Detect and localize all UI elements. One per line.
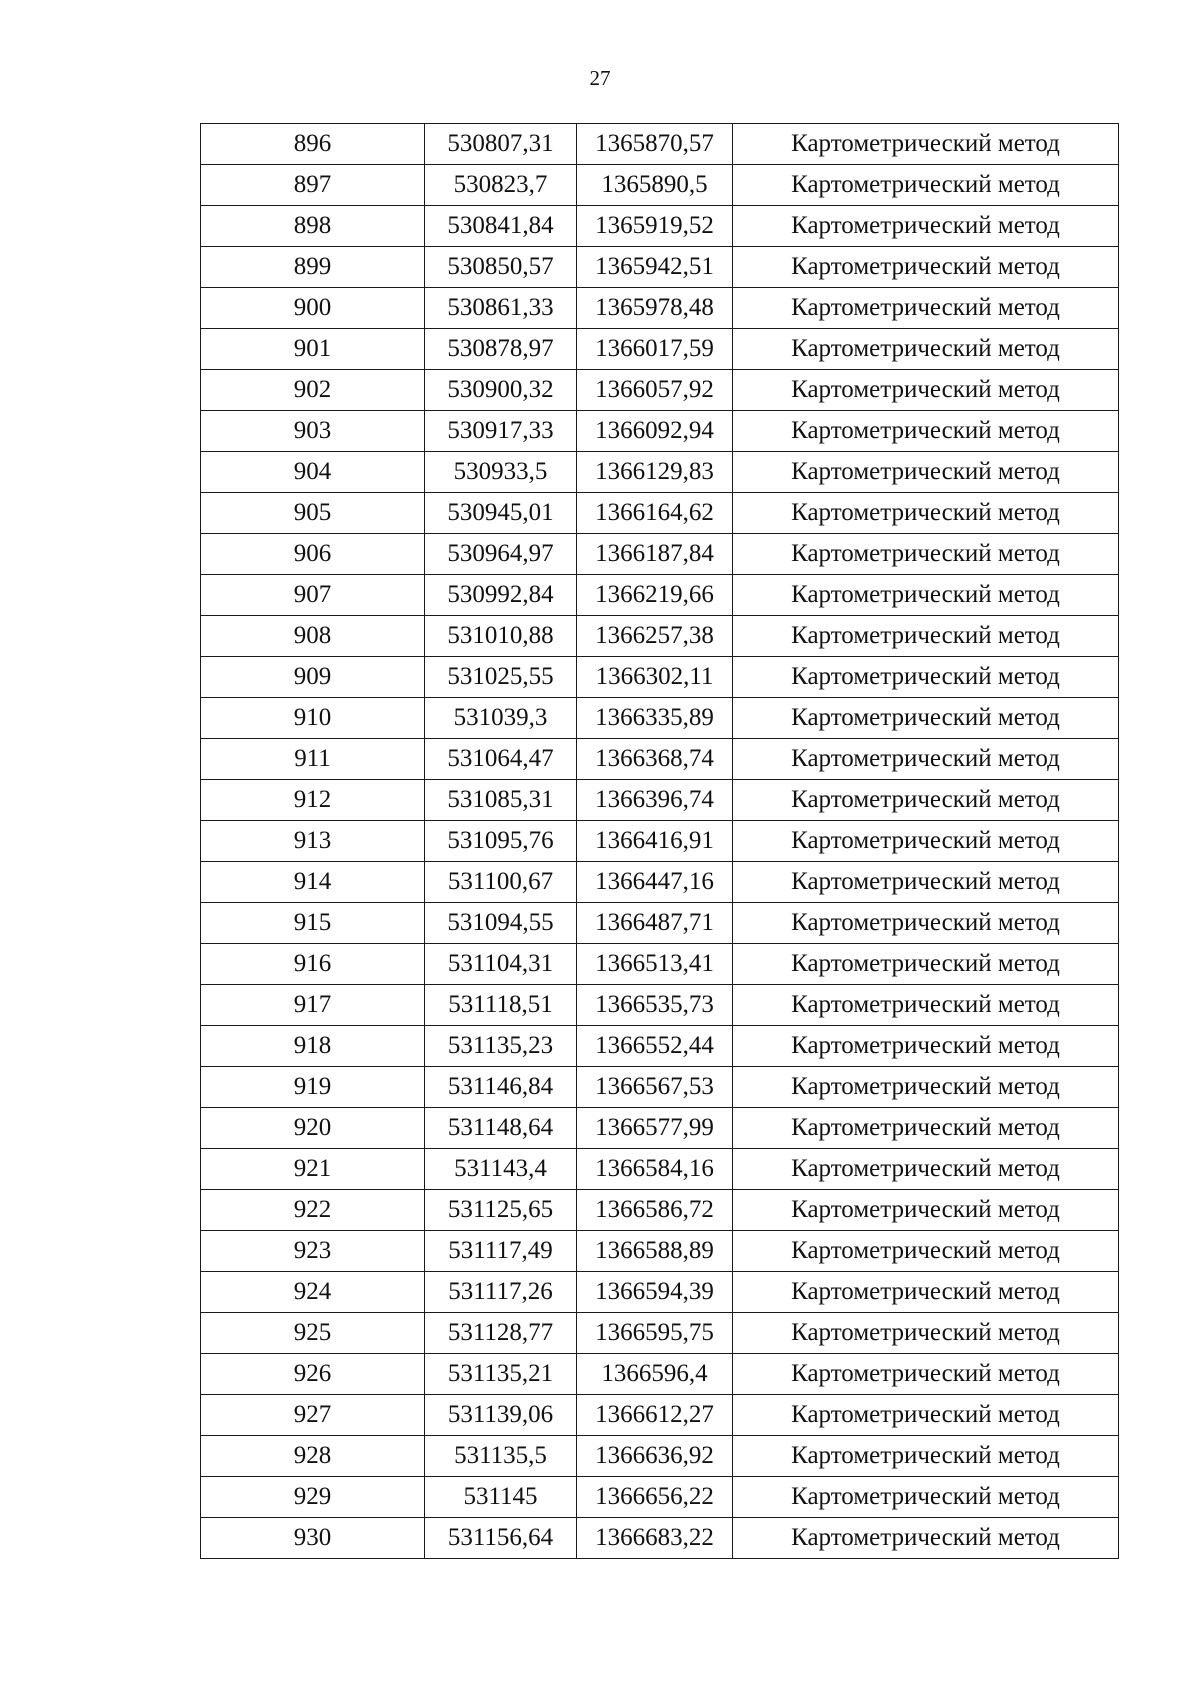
method-cell: Картометрический метод xyxy=(733,247,1119,288)
x-coordinate-cell: 530917,33 xyxy=(425,411,577,452)
method-cell: Картометрический метод xyxy=(733,1108,1119,1149)
x-coordinate-cell: 530992,84 xyxy=(425,575,577,616)
table-row xyxy=(201,247,1119,288)
point-number-cell: 909 xyxy=(201,657,425,698)
method-cell: Картометрический метод xyxy=(733,1231,1119,1272)
y-coordinate-cell: 1366596,4 xyxy=(577,1354,733,1395)
x-coordinate-cell: 531145 xyxy=(425,1477,577,1518)
x-coordinate-cell: 531117,49 xyxy=(425,1231,577,1272)
table-row xyxy=(201,985,1119,1026)
method-cell: Картометрический метод xyxy=(733,698,1119,739)
x-coordinate-cell: 531146,84 xyxy=(425,1067,577,1108)
x-coordinate-cell: 530861,33 xyxy=(425,288,577,329)
method-cell: Картометрический метод xyxy=(733,1313,1119,1354)
y-coordinate-cell: 1366129,83 xyxy=(577,452,733,493)
x-coordinate-cell: 530823,7 xyxy=(425,165,577,206)
point-number-cell: 911 xyxy=(201,739,425,780)
y-coordinate-cell: 1366092,94 xyxy=(577,411,733,452)
method-cell: Картометрический метод xyxy=(733,575,1119,616)
table-row xyxy=(201,1026,1119,1067)
point-number-cell: 921 xyxy=(201,1149,425,1190)
point-number-cell: 903 xyxy=(201,411,425,452)
x-coordinate-cell: 531064,47 xyxy=(425,739,577,780)
y-coordinate-cell: 1365942,51 xyxy=(577,247,733,288)
y-coordinate-cell: 1366584,16 xyxy=(577,1149,733,1190)
x-coordinate-cell: 531104,31 xyxy=(425,944,577,985)
x-coordinate-cell: 530964,97 xyxy=(425,534,577,575)
table-row xyxy=(201,452,1119,493)
x-coordinate-cell: 530900,32 xyxy=(425,370,577,411)
point-number-cell: 912 xyxy=(201,780,425,821)
point-number-cell: 901 xyxy=(201,329,425,370)
point-number-cell: 904 xyxy=(201,452,425,493)
y-coordinate-cell: 1366595,75 xyxy=(577,1313,733,1354)
table-row xyxy=(201,1149,1119,1190)
coordinates-table xyxy=(200,123,1119,1559)
x-coordinate-cell: 531010,88 xyxy=(425,616,577,657)
y-coordinate-cell: 1366567,53 xyxy=(577,1067,733,1108)
table-row xyxy=(201,1067,1119,1108)
y-coordinate-cell: 1366447,16 xyxy=(577,862,733,903)
x-coordinate-cell: 530878,97 xyxy=(425,329,577,370)
y-coordinate-cell: 1366656,22 xyxy=(577,1477,733,1518)
method-cell: Картометрический метод xyxy=(733,329,1119,370)
table-row xyxy=(201,1436,1119,1477)
table-row xyxy=(201,1518,1119,1559)
point-number-cell: 916 xyxy=(201,944,425,985)
table-row xyxy=(201,1395,1119,1436)
x-coordinate-cell: 531139,06 xyxy=(425,1395,577,1436)
method-cell: Картометрический метод xyxy=(733,288,1119,329)
table-row xyxy=(201,206,1119,247)
point-number-cell: 929 xyxy=(201,1477,425,1518)
y-coordinate-cell: 1366487,71 xyxy=(577,903,733,944)
x-coordinate-cell: 531135,21 xyxy=(425,1354,577,1395)
x-coordinate-cell: 531025,55 xyxy=(425,657,577,698)
table-row xyxy=(201,657,1119,698)
table-row xyxy=(201,534,1119,575)
x-coordinate-cell: 530933,5 xyxy=(425,452,577,493)
method-cell: Картометрический метод xyxy=(733,780,1119,821)
x-coordinate-cell: 531100,67 xyxy=(425,862,577,903)
y-coordinate-cell: 1366187,84 xyxy=(577,534,733,575)
y-coordinate-cell: 1366335,89 xyxy=(577,698,733,739)
table-row xyxy=(201,1190,1119,1231)
method-cell: Картометрический метод xyxy=(733,165,1119,206)
y-coordinate-cell: 1366057,92 xyxy=(577,370,733,411)
x-coordinate-cell: 531085,31 xyxy=(425,780,577,821)
x-coordinate-cell: 531039,3 xyxy=(425,698,577,739)
x-coordinate-cell: 530945,01 xyxy=(425,493,577,534)
point-number-cell: 925 xyxy=(201,1313,425,1354)
y-coordinate-cell: 1366612,27 xyxy=(577,1395,733,1436)
method-cell: Картометрический метод xyxy=(733,1354,1119,1395)
point-number-cell: 917 xyxy=(201,985,425,1026)
table-row xyxy=(201,411,1119,452)
x-coordinate-cell: 531094,55 xyxy=(425,903,577,944)
point-number-cell: 902 xyxy=(201,370,425,411)
y-coordinate-cell: 1366416,91 xyxy=(577,821,733,862)
table-row xyxy=(201,903,1119,944)
method-cell: Картометрический метод xyxy=(733,739,1119,780)
point-number-cell: 897 xyxy=(201,165,425,206)
method-cell: Картометрический метод xyxy=(733,493,1119,534)
y-coordinate-cell: 1366513,41 xyxy=(577,944,733,985)
table-row xyxy=(201,329,1119,370)
point-number-cell: 905 xyxy=(201,493,425,534)
table-row xyxy=(201,575,1119,616)
x-coordinate-cell: 531125,65 xyxy=(425,1190,577,1231)
y-coordinate-cell: 1366164,62 xyxy=(577,493,733,534)
table-row xyxy=(201,1477,1119,1518)
y-coordinate-cell: 1366535,73 xyxy=(577,985,733,1026)
y-coordinate-cell: 1365870,57 xyxy=(577,124,733,165)
y-coordinate-cell: 1366017,59 xyxy=(577,329,733,370)
method-cell: Картометрический метод xyxy=(733,616,1119,657)
y-coordinate-cell: 1366586,72 xyxy=(577,1190,733,1231)
x-coordinate-cell: 531143,4 xyxy=(425,1149,577,1190)
table-row xyxy=(201,493,1119,534)
x-coordinate-cell: 530850,57 xyxy=(425,247,577,288)
x-coordinate-cell: 530807,31 xyxy=(425,124,577,165)
method-cell: Картометрический метод xyxy=(733,1395,1119,1436)
table-row xyxy=(201,821,1119,862)
point-number-cell: 919 xyxy=(201,1067,425,1108)
method-cell: Картометрический метод xyxy=(733,903,1119,944)
method-cell: Картометрический метод xyxy=(733,1026,1119,1067)
method-cell: Картометрический метод xyxy=(733,1436,1119,1477)
y-coordinate-cell: 1366683,22 xyxy=(577,1518,733,1559)
table-row xyxy=(201,616,1119,657)
method-cell: Картометрический метод xyxy=(733,944,1119,985)
y-coordinate-cell: 1366588,89 xyxy=(577,1231,733,1272)
y-coordinate-cell: 1366368,74 xyxy=(577,739,733,780)
x-coordinate-cell: 531148,64 xyxy=(425,1108,577,1149)
table-row xyxy=(201,1231,1119,1272)
point-number-cell: 927 xyxy=(201,1395,425,1436)
x-coordinate-cell: 531156,64 xyxy=(425,1518,577,1559)
y-coordinate-cell: 1366636,92 xyxy=(577,1436,733,1477)
table-row xyxy=(201,944,1119,985)
table-row xyxy=(201,370,1119,411)
point-number-cell: 906 xyxy=(201,534,425,575)
coordinates-table-body xyxy=(201,124,1119,1559)
method-cell: Картометрический метод xyxy=(733,452,1119,493)
method-cell: Картометрический метод xyxy=(733,370,1119,411)
method-cell: Картометрический метод xyxy=(733,821,1119,862)
point-number-cell: 920 xyxy=(201,1108,425,1149)
y-coordinate-cell: 1366302,11 xyxy=(577,657,733,698)
y-coordinate-cell: 1366577,99 xyxy=(577,1108,733,1149)
x-coordinate-cell: 531135,23 xyxy=(425,1026,577,1067)
table-row xyxy=(201,862,1119,903)
point-number-cell: 930 xyxy=(201,1518,425,1559)
table-row xyxy=(201,1313,1119,1354)
point-number-cell: 899 xyxy=(201,247,425,288)
point-number-cell: 913 xyxy=(201,821,425,862)
table-row xyxy=(201,165,1119,206)
y-coordinate-cell: 1366552,44 xyxy=(577,1026,733,1067)
method-cell: Картометрический метод xyxy=(733,1518,1119,1559)
point-number-cell: 926 xyxy=(201,1354,425,1395)
point-number-cell: 910 xyxy=(201,698,425,739)
method-cell: Картометрический метод xyxy=(733,411,1119,452)
y-coordinate-cell: 1366396,74 xyxy=(577,780,733,821)
method-cell: Картометрический метод xyxy=(733,657,1119,698)
method-cell: Картометрический метод xyxy=(733,1272,1119,1313)
method-cell: Картометрический метод xyxy=(733,124,1119,165)
point-number-cell: 918 xyxy=(201,1026,425,1067)
method-cell: Картометрический метод xyxy=(733,1190,1119,1231)
table-row xyxy=(201,780,1119,821)
point-number-cell: 907 xyxy=(201,575,425,616)
y-coordinate-cell: 1366219,66 xyxy=(577,575,733,616)
x-coordinate-cell: 531128,77 xyxy=(425,1313,577,1354)
y-coordinate-cell: 1366257,38 xyxy=(577,616,733,657)
table-row xyxy=(201,288,1119,329)
point-number-cell: 923 xyxy=(201,1231,425,1272)
method-cell: Картометрический метод xyxy=(733,206,1119,247)
page-number: 27 xyxy=(589,66,611,90)
x-coordinate-cell: 531117,26 xyxy=(425,1272,577,1313)
x-coordinate-cell: 531095,76 xyxy=(425,821,577,862)
table-row xyxy=(201,124,1119,165)
method-cell: Картометрический метод xyxy=(733,534,1119,575)
point-number-cell: 898 xyxy=(201,206,425,247)
table-row xyxy=(201,1108,1119,1149)
table-row xyxy=(201,1272,1119,1313)
point-number-cell: 896 xyxy=(201,124,425,165)
method-cell: Картометрический метод xyxy=(733,1477,1119,1518)
x-coordinate-cell: 531118,51 xyxy=(425,985,577,1026)
point-number-cell: 915 xyxy=(201,903,425,944)
point-number-cell: 922 xyxy=(201,1190,425,1231)
point-number-cell: 908 xyxy=(201,616,425,657)
method-cell: Картометрический метод xyxy=(733,1067,1119,1108)
y-coordinate-cell: 1365919,52 xyxy=(577,206,733,247)
table-row xyxy=(201,739,1119,780)
table-row xyxy=(201,698,1119,739)
point-number-cell: 928 xyxy=(201,1436,425,1477)
method-cell: Картометрический метод xyxy=(733,985,1119,1026)
y-coordinate-cell: 1366594,39 xyxy=(577,1272,733,1313)
method-cell: Картометрический метод xyxy=(733,862,1119,903)
x-coordinate-cell: 530841,84 xyxy=(425,206,577,247)
y-coordinate-cell: 1365978,48 xyxy=(577,288,733,329)
point-number-cell: 900 xyxy=(201,288,425,329)
y-coordinate-cell: 1365890,5 xyxy=(577,165,733,206)
method-cell: Картометрический метод xyxy=(733,1149,1119,1190)
x-coordinate-cell: 531135,5 xyxy=(425,1436,577,1477)
table-row xyxy=(201,1354,1119,1395)
point-number-cell: 924 xyxy=(201,1272,425,1313)
point-number-cell: 914 xyxy=(201,862,425,903)
